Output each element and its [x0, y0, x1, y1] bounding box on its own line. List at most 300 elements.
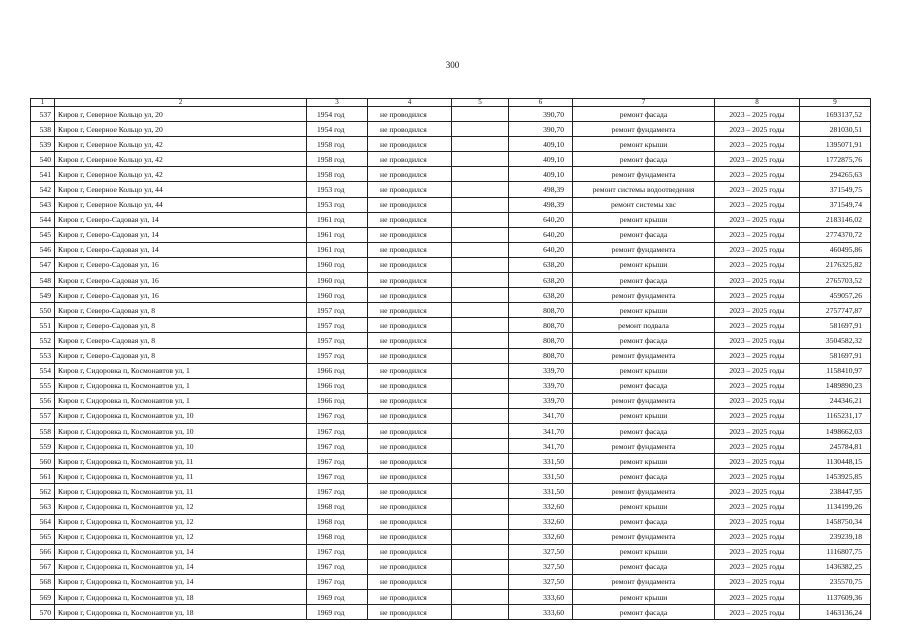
table-row: [31, 303, 871, 318]
period-cell: 2023 – 2025 годы: [715, 514, 800, 529]
address-cell: Киров г, Сидоровка п, Космонавтов ул, 11: [55, 484, 307, 499]
column-header: 2: [55, 99, 307, 107]
cost-cell: 294265,63: [800, 167, 871, 182]
build-year-cell: 1957 год: [307, 318, 368, 333]
empty-cell: [452, 605, 509, 620]
work-type-cell: ремонт крыши: [573, 257, 715, 272]
address-cell: Киров г, Северное Кольцо ул, 20: [55, 122, 307, 137]
empty-cell: [452, 167, 509, 182]
row-number: 542: [31, 182, 55, 197]
table-row: [31, 454, 871, 469]
address-cell: Киров г, Северное Кольцо ул, 44: [55, 182, 307, 197]
address-cell: Киров г, Северо-Садовая ул, 8: [55, 303, 307, 318]
build-year-cell: 1953 год: [307, 197, 368, 212]
row-number: 538: [31, 122, 55, 137]
empty-cell: [452, 378, 509, 393]
area-cell: 409,10: [509, 137, 573, 152]
table-row: [31, 333, 871, 348]
address-cell: Киров г, Сидоровка п, Космонавтов ул, 12: [55, 514, 307, 529]
build-year-cell: 1967 год: [307, 408, 368, 423]
build-year-cell: 1967 год: [307, 469, 368, 484]
area-cell: 640,20: [509, 242, 573, 257]
address-cell: Киров г, Сидоровка п, Космонавтов ул, 14: [55, 544, 307, 559]
last-repair-cell: не проводился: [368, 454, 452, 469]
period-cell: 2023 – 2025 годы: [715, 242, 800, 257]
row-number: 566: [31, 544, 55, 559]
empty-cell: [452, 454, 509, 469]
cost-cell: 1165231,17: [800, 408, 871, 423]
cost-cell: 371549,74: [800, 197, 871, 212]
table-row: [31, 257, 871, 272]
row-number: 553: [31, 348, 55, 363]
table-row: [31, 273, 871, 288]
period-cell: 2023 – 2025 годы: [715, 182, 800, 197]
table-row: [31, 242, 871, 257]
address-cell: Киров г, Северо-Садовая ул, 8: [55, 333, 307, 348]
work-type-cell: ремонт крыши: [573, 137, 715, 152]
last-repair-cell: не проводился: [368, 544, 452, 559]
empty-cell: [452, 318, 509, 333]
empty-cell: [452, 590, 509, 605]
table-row: [31, 393, 871, 408]
row-number: 552: [31, 333, 55, 348]
build-year-cell: 1960 год: [307, 288, 368, 303]
row-number: 569: [31, 590, 55, 605]
repair-schedule-table: [30, 98, 871, 620]
work-type-cell: ремонт фундамента: [573, 348, 715, 363]
cost-cell: 245784,81: [800, 439, 871, 454]
build-year-cell: 1966 год: [307, 393, 368, 408]
cost-cell: 1498662,03: [800, 423, 871, 438]
build-year-cell: 1968 год: [307, 514, 368, 529]
table-row: [31, 605, 871, 620]
build-year-cell: 1967 год: [307, 454, 368, 469]
work-type-cell: ремонт фасада: [573, 559, 715, 574]
empty-cell: [452, 363, 509, 378]
empty-cell: [452, 559, 509, 574]
address-cell: Киров г, Сидоровка п, Космонавтов ул, 18: [55, 590, 307, 605]
cost-cell: 1489890,23: [800, 378, 871, 393]
area-cell: 339,70: [509, 363, 573, 378]
address-cell: Киров г, Северо-Садовая ул, 8: [55, 318, 307, 333]
build-year-cell: 1953 год: [307, 182, 368, 197]
period-cell: 2023 – 2025 годы: [715, 137, 800, 152]
column-header: 7: [573, 99, 715, 107]
empty-cell: [452, 107, 509, 122]
work-type-cell: ремонт фундамента: [573, 393, 715, 408]
period-cell: 2023 – 2025 годы: [715, 152, 800, 167]
address-cell: Киров г, Северное Кольцо ул, 44: [55, 197, 307, 212]
address-cell: Киров г, Северо-Садовая ул, 14: [55, 212, 307, 227]
work-type-cell: ремонт крыши: [573, 590, 715, 605]
address-cell: Киров г, Северо-Садовая ул, 16: [55, 257, 307, 272]
row-number: 561: [31, 469, 55, 484]
build-year-cell: 1968 год: [307, 499, 368, 514]
row-number: 560: [31, 454, 55, 469]
build-year-cell: 1961 год: [307, 227, 368, 242]
area-cell: 339,70: [509, 378, 573, 393]
work-type-cell: ремонт фасада: [573, 605, 715, 620]
build-year-cell: 1967 год: [307, 484, 368, 499]
address-cell: Киров г, Северное Кольцо ул, 42: [55, 137, 307, 152]
address-cell: Киров г, Северо-Садовая ул, 14: [55, 227, 307, 242]
build-year-cell: 1966 год: [307, 378, 368, 393]
area-cell: 333,60: [509, 605, 573, 620]
cost-cell: 371549,75: [800, 182, 871, 197]
table-row: [31, 469, 871, 484]
row-number: 564: [31, 514, 55, 529]
address-cell: Киров г, Сидоровка п, Космонавтов ул, 11: [55, 469, 307, 484]
address-cell: Киров г, Сидоровка п, Космонавтов ул, 10: [55, 439, 307, 454]
period-cell: 2023 – 2025 годы: [715, 393, 800, 408]
table-row: [31, 197, 871, 212]
row-number: 537: [31, 107, 55, 122]
table-row: [31, 514, 871, 529]
last-repair-cell: не проводился: [368, 605, 452, 620]
empty-cell: [452, 197, 509, 212]
table-row: [31, 544, 871, 559]
table-row: [31, 574, 871, 589]
area-cell: 341,70: [509, 439, 573, 454]
address-cell: Киров г, Сидоровка п, Космонавтов ул, 1: [55, 393, 307, 408]
period-cell: 2023 – 2025 годы: [715, 273, 800, 288]
address-cell: Киров г, Сидоровка п, Космонавтов ул, 14: [55, 559, 307, 574]
table-row: [31, 107, 871, 122]
cost-cell: 1158410,97: [800, 363, 871, 378]
table-row: [31, 423, 871, 438]
last-repair-cell: не проводился: [368, 484, 452, 499]
table-row: [31, 152, 871, 167]
period-cell: 2023 – 2025 годы: [715, 303, 800, 318]
table-row: [31, 363, 871, 378]
area-cell: 808,70: [509, 333, 573, 348]
row-number: 549: [31, 288, 55, 303]
address-cell: Киров г, Северо-Садовая ул, 8: [55, 348, 307, 363]
last-repair-cell: не проводился: [368, 152, 452, 167]
period-cell: 2023 – 2025 годы: [715, 590, 800, 605]
work-type-cell: ремонт фундамента: [573, 439, 715, 454]
last-repair-cell: не проводился: [368, 348, 452, 363]
work-type-cell: ремонт фасада: [573, 378, 715, 393]
area-cell: 808,70: [509, 318, 573, 333]
empty-cell: [452, 257, 509, 272]
column-header: 4: [368, 99, 452, 107]
table-row: [31, 529, 871, 544]
table-row: [31, 378, 871, 393]
address-cell: Киров г, Сидоровка п, Космонавтов ул, 11: [55, 454, 307, 469]
period-cell: 2023 – 2025 годы: [715, 363, 800, 378]
last-repair-cell: не проводился: [368, 273, 452, 288]
build-year-cell: 1966 год: [307, 363, 368, 378]
cost-cell: 238447,95: [800, 484, 871, 499]
empty-cell: [452, 544, 509, 559]
build-year-cell: 1969 год: [307, 605, 368, 620]
row-number: 548: [31, 273, 55, 288]
last-repair-cell: не проводился: [368, 559, 452, 574]
area-cell: 409,10: [509, 167, 573, 182]
cost-cell: 281030,51: [800, 122, 871, 137]
build-year-cell: 1957 год: [307, 333, 368, 348]
table-row: [31, 122, 871, 137]
period-cell: 2023 – 2025 годы: [715, 333, 800, 348]
area-cell: 333,60: [509, 590, 573, 605]
period-cell: 2023 – 2025 годы: [715, 107, 800, 122]
last-repair-cell: не проводился: [368, 378, 452, 393]
page-number: 300: [445, 60, 460, 70]
last-repair-cell: не проводился: [368, 227, 452, 242]
column-header: 1: [31, 99, 55, 107]
row-number: 567: [31, 559, 55, 574]
last-repair-cell: не проводился: [368, 122, 452, 137]
work-type-cell: ремонт крыши: [573, 408, 715, 423]
cost-cell: 239239,18: [800, 529, 871, 544]
period-cell: 2023 – 2025 годы: [715, 439, 800, 454]
period-cell: 2023 – 2025 годы: [715, 197, 800, 212]
address-cell: Киров г, Сидоровка п, Космонавтов ул, 14: [55, 574, 307, 589]
cost-cell: 1134199,26: [800, 499, 871, 514]
row-number: 557: [31, 408, 55, 423]
row-number: 551: [31, 318, 55, 333]
address-cell: Киров г, Сидоровка п, Космонавтов ул, 1: [55, 378, 307, 393]
work-type-cell: ремонт крыши: [573, 363, 715, 378]
period-cell: 2023 – 2025 годы: [715, 559, 800, 574]
work-type-cell: ремонт системы хвс: [573, 197, 715, 212]
last-repair-cell: не проводился: [368, 423, 452, 438]
build-year-cell: 1967 год: [307, 439, 368, 454]
period-cell: 2023 – 2025 годы: [715, 288, 800, 303]
last-repair-cell: не проводился: [368, 182, 452, 197]
last-repair-cell: не проводился: [368, 439, 452, 454]
period-cell: 2023 – 2025 годы: [715, 167, 800, 182]
period-cell: 2023 – 2025 годы: [715, 318, 800, 333]
last-repair-cell: не проводился: [368, 212, 452, 227]
empty-cell: [452, 137, 509, 152]
address-cell: Киров г, Сидоровка п, Космонавтов ул, 10: [55, 408, 307, 423]
work-type-cell: ремонт фасада: [573, 227, 715, 242]
column-number-row: [31, 99, 871, 107]
cost-cell: 2176325,82: [800, 257, 871, 272]
row-number: 545: [31, 227, 55, 242]
build-year-cell: 1958 год: [307, 167, 368, 182]
table-row: [31, 167, 871, 182]
work-type-cell: ремонт фундамента: [573, 122, 715, 137]
table-row: [31, 318, 871, 333]
address-cell: Киров г, Северо-Садовая ул, 14: [55, 242, 307, 257]
work-type-cell: ремонт крыши: [573, 454, 715, 469]
row-number: 540: [31, 152, 55, 167]
row-number: 541: [31, 167, 55, 182]
last-repair-cell: не проводился: [368, 137, 452, 152]
table-row: [31, 484, 871, 499]
table-row: [31, 212, 871, 227]
row-number: 562: [31, 484, 55, 499]
work-type-cell: ремонт фасада: [573, 333, 715, 348]
work-type-cell: ремонт фундамента: [573, 484, 715, 499]
period-cell: 2023 – 2025 годы: [715, 408, 800, 423]
work-type-cell: ремонт системы водоотведения: [573, 182, 715, 197]
work-type-cell: ремонт крыши: [573, 303, 715, 318]
period-cell: 2023 – 2025 годы: [715, 227, 800, 242]
last-repair-cell: не проводился: [368, 257, 452, 272]
cost-cell: 1436382,25: [800, 559, 871, 574]
area-cell: 638,20: [509, 273, 573, 288]
row-number: 539: [31, 137, 55, 152]
last-repair-cell: не проводился: [368, 363, 452, 378]
row-number: 550: [31, 303, 55, 318]
empty-cell: [452, 182, 509, 197]
work-type-cell: ремонт подвала: [573, 318, 715, 333]
build-year-cell: 1960 год: [307, 273, 368, 288]
table-row: [31, 137, 871, 152]
area-cell: 327,50: [509, 574, 573, 589]
build-year-cell: 1967 год: [307, 544, 368, 559]
column-header: 6: [509, 99, 573, 107]
cost-cell: 244346,21: [800, 393, 871, 408]
empty-cell: [452, 122, 509, 137]
area-cell: 638,20: [509, 257, 573, 272]
build-year-cell: 1969 год: [307, 590, 368, 605]
build-year-cell: 1957 год: [307, 348, 368, 363]
work-type-cell: ремонт фундамента: [573, 242, 715, 257]
empty-cell: [452, 484, 509, 499]
period-cell: 2023 – 2025 годы: [715, 529, 800, 544]
work-type-cell: ремонт крыши: [573, 212, 715, 227]
empty-cell: [452, 574, 509, 589]
area-cell: 332,60: [509, 499, 573, 514]
work-type-cell: ремонт фундамента: [573, 574, 715, 589]
last-repair-cell: не проводился: [368, 590, 452, 605]
row-number: 547: [31, 257, 55, 272]
cost-cell: 2757747,87: [800, 303, 871, 318]
table-body: [31, 99, 871, 620]
address-cell: Киров г, Северо-Садовая ул, 16: [55, 273, 307, 288]
last-repair-cell: не проводился: [368, 318, 452, 333]
table-row: [31, 559, 871, 574]
build-year-cell: 1961 год: [307, 242, 368, 257]
cost-cell: 1693137,52: [800, 107, 871, 122]
row-number: 556: [31, 393, 55, 408]
period-cell: 2023 – 2025 годы: [715, 454, 800, 469]
last-repair-cell: не проводился: [368, 499, 452, 514]
build-year-cell: 1958 год: [307, 152, 368, 167]
area-cell: 331,50: [509, 454, 573, 469]
build-year-cell: 1967 год: [307, 423, 368, 438]
build-year-cell: 1958 год: [307, 137, 368, 152]
area-cell: 390,70: [509, 107, 573, 122]
period-cell: 2023 – 2025 годы: [715, 423, 800, 438]
cost-cell: 459057,26: [800, 288, 871, 303]
empty-cell: [452, 333, 509, 348]
last-repair-cell: не проводился: [368, 408, 452, 423]
build-year-cell: 1960 год: [307, 257, 368, 272]
last-repair-cell: не проводился: [368, 242, 452, 257]
build-year-cell: 1954 год: [307, 122, 368, 137]
build-year-cell: 1967 год: [307, 574, 368, 589]
period-cell: 2023 – 2025 годы: [715, 212, 800, 227]
empty-cell: [452, 423, 509, 438]
cost-cell: 1458750,34: [800, 514, 871, 529]
empty-cell: [452, 242, 509, 257]
empty-cell: [452, 529, 509, 544]
last-repair-cell: не проводился: [368, 529, 452, 544]
period-cell: 2023 – 2025 годы: [715, 378, 800, 393]
table-row: [31, 227, 871, 242]
period-cell: 2023 – 2025 годы: [715, 605, 800, 620]
address-cell: Киров г, Сидоровка п, Космонавтов ул, 12: [55, 529, 307, 544]
cost-cell: 581697,91: [800, 318, 871, 333]
work-type-cell: ремонт фундамента: [573, 288, 715, 303]
work-type-cell: ремонт фундамента: [573, 167, 715, 182]
column-header: 3: [307, 99, 368, 107]
empty-cell: [452, 303, 509, 318]
cost-cell: 1116807,75: [800, 544, 871, 559]
period-cell: 2023 – 2025 годы: [715, 544, 800, 559]
area-cell: 339,70: [509, 393, 573, 408]
area-cell: 498,39: [509, 182, 573, 197]
column-header: 9: [800, 99, 871, 107]
last-repair-cell: не проводился: [368, 469, 452, 484]
row-number: 568: [31, 574, 55, 589]
row-number: 544: [31, 212, 55, 227]
area-cell: 331,50: [509, 469, 573, 484]
last-repair-cell: не проводился: [368, 288, 452, 303]
area-cell: 390,70: [509, 122, 573, 137]
area-cell: 808,70: [509, 303, 573, 318]
area-cell: 332,60: [509, 529, 573, 544]
last-repair-cell: не проводился: [368, 333, 452, 348]
table-row: [31, 182, 871, 197]
row-number: 554: [31, 363, 55, 378]
empty-cell: [452, 514, 509, 529]
work-type-cell: ремонт фасада: [573, 152, 715, 167]
table-row: [31, 288, 871, 303]
work-type-cell: ремонт фасада: [573, 514, 715, 529]
address-cell: Киров г, Северное Кольцо ул, 42: [55, 167, 307, 182]
address-cell: Киров г, Сидоровка п, Космонавтов ул, 1: [55, 363, 307, 378]
last-repair-cell: не проводился: [368, 167, 452, 182]
cost-cell: 2183146,02: [800, 212, 871, 227]
cost-cell: 2774370,72: [800, 227, 871, 242]
last-repair-cell: не проводился: [368, 197, 452, 212]
last-repair-cell: не проводился: [368, 514, 452, 529]
period-cell: 2023 – 2025 годы: [715, 257, 800, 272]
cost-cell: 1137609,36: [800, 590, 871, 605]
empty-cell: [452, 152, 509, 167]
period-cell: 2023 – 2025 годы: [715, 348, 800, 363]
area-cell: 640,20: [509, 212, 573, 227]
work-type-cell: ремонт фасада: [573, 469, 715, 484]
empty-cell: [452, 348, 509, 363]
empty-cell: [452, 212, 509, 227]
row-number: 559: [31, 439, 55, 454]
table-row: [31, 348, 871, 363]
empty-cell: [452, 439, 509, 454]
row-number: 546: [31, 242, 55, 257]
period-cell: 2023 – 2025 годы: [715, 469, 800, 484]
work-type-cell: ремонт фундамента: [573, 529, 715, 544]
cost-cell: 460495,86: [800, 242, 871, 257]
area-cell: 638,20: [509, 288, 573, 303]
period-cell: 2023 – 2025 годы: [715, 574, 800, 589]
last-repair-cell: не проводился: [368, 393, 452, 408]
work-type-cell: ремонт фасада: [573, 273, 715, 288]
row-number: 558: [31, 423, 55, 438]
work-type-cell: ремонт крыши: [573, 499, 715, 514]
column-header: 8: [715, 99, 800, 107]
row-number: 565: [31, 529, 55, 544]
period-cell: 2023 – 2025 годы: [715, 122, 800, 137]
period-cell: 2023 – 2025 годы: [715, 484, 800, 499]
